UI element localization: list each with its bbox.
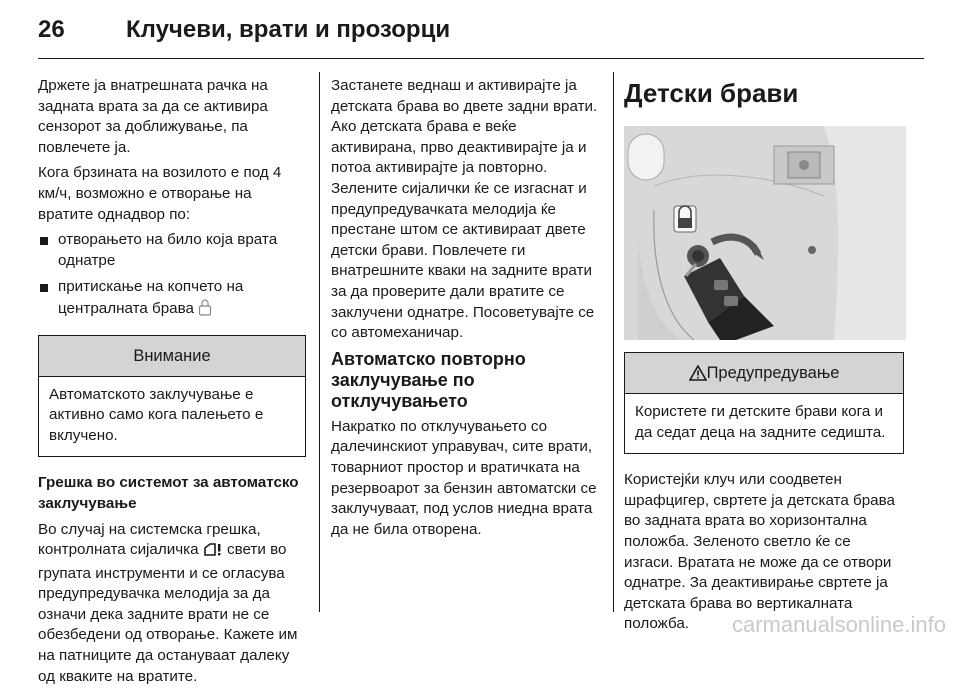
watermark: carmanualsonline.info (731, 612, 946, 637)
child-lock-illustration (624, 126, 906, 340)
bullet-icon (40, 284, 48, 292)
column-divider-2 (613, 72, 614, 612)
paragraph: Користејќи клуч или соодветен шрафцигер, свртете ја детската брава во задната врата во хоризонтална положба. Зеленото светло ќе се изгаси. Вратата не може да се отвори однатре. За деактивирање свртете ја детската брава во вертикалната положба. (624, 471, 895, 633)
list-item (38, 277, 306, 322)
section-title: Детски брави (624, 78, 799, 108)
warning-text: Користете ги детските брави кога и да седат деца на задните седишта. (635, 403, 886, 441)
paragraph: Застанете веднаш и активирајте ја детската брава во двете задни врати. Ако детската брава е веќе активирана, прво деактивирајте ја и потоа активирајте ја повторно. Зелените сијалички ќе се изгаснат и предупредувачката мелодија ќе престане штом се активираат двете детски брави. Повлечете ги внатрешните кваки на задните врати за да проверите дали вратите се заклучени однатре. Посоветувајте се со автомеханичар. (331, 77, 598, 342)
lock-icon (198, 298, 212, 323)
bullet-icon (40, 237, 48, 245)
page-number: 26 (38, 16, 65, 43)
page-title: Клучеви, врати и прозорци (126, 16, 451, 43)
column-1 (38, 76, 306, 692)
header-divider (38, 58, 924, 59)
list-item (38, 230, 306, 271)
caution-text: Автоматското заклучување е активно само кога палењето е вклучено. (49, 385, 264, 444)
section-heading: Грешка во системот за автоматско заклучување (38, 474, 299, 512)
column-divider-1 (319, 72, 320, 612)
warning-box (624, 352, 904, 454)
door-lock-warning-icon (203, 542, 223, 564)
list-item-text: притискање на копчето на централната брава (58, 278, 244, 317)
paragraph: Држете ја внатрешната рачка на задната врата за да се активира сензорот за доближување, па повлечете ја. (38, 77, 268, 156)
caution-box (38, 335, 306, 458)
page-header (38, 10, 450, 50)
warning-icon (689, 356, 707, 396)
list-item-text: отворањето на било која врата однатре (58, 231, 278, 269)
section-heading: Автоматско повторно заклучување по отклучувањето (331, 348, 526, 411)
paragraph: Кога брзината на возилото е под 4 км/ч, возможно е отворање на вратите однадвор по: (38, 164, 282, 223)
caution-title: Внимание (39, 336, 305, 377)
column-3 (624, 76, 904, 640)
warning-title: Предупредување (625, 353, 903, 394)
column-2 (331, 76, 605, 545)
paragraph: Накратко по отклучувањето со далечинскиот управувач, сите врати, товарниот простор и вратичката на резервоарот за бензин автоматски се заклучуваат, под услов ниедна врата да не била отворена. (331, 417, 597, 538)
paragraph: Во случај на системска грешка, контролната сијаличка свети во групата инструменти и се огласува предупредувачка мелодија за да означи дека задните врати не се обезбедени од отворање. Кажете им на патниците да остануваат далеку од кваките на вратите. (38, 520, 298, 685)
